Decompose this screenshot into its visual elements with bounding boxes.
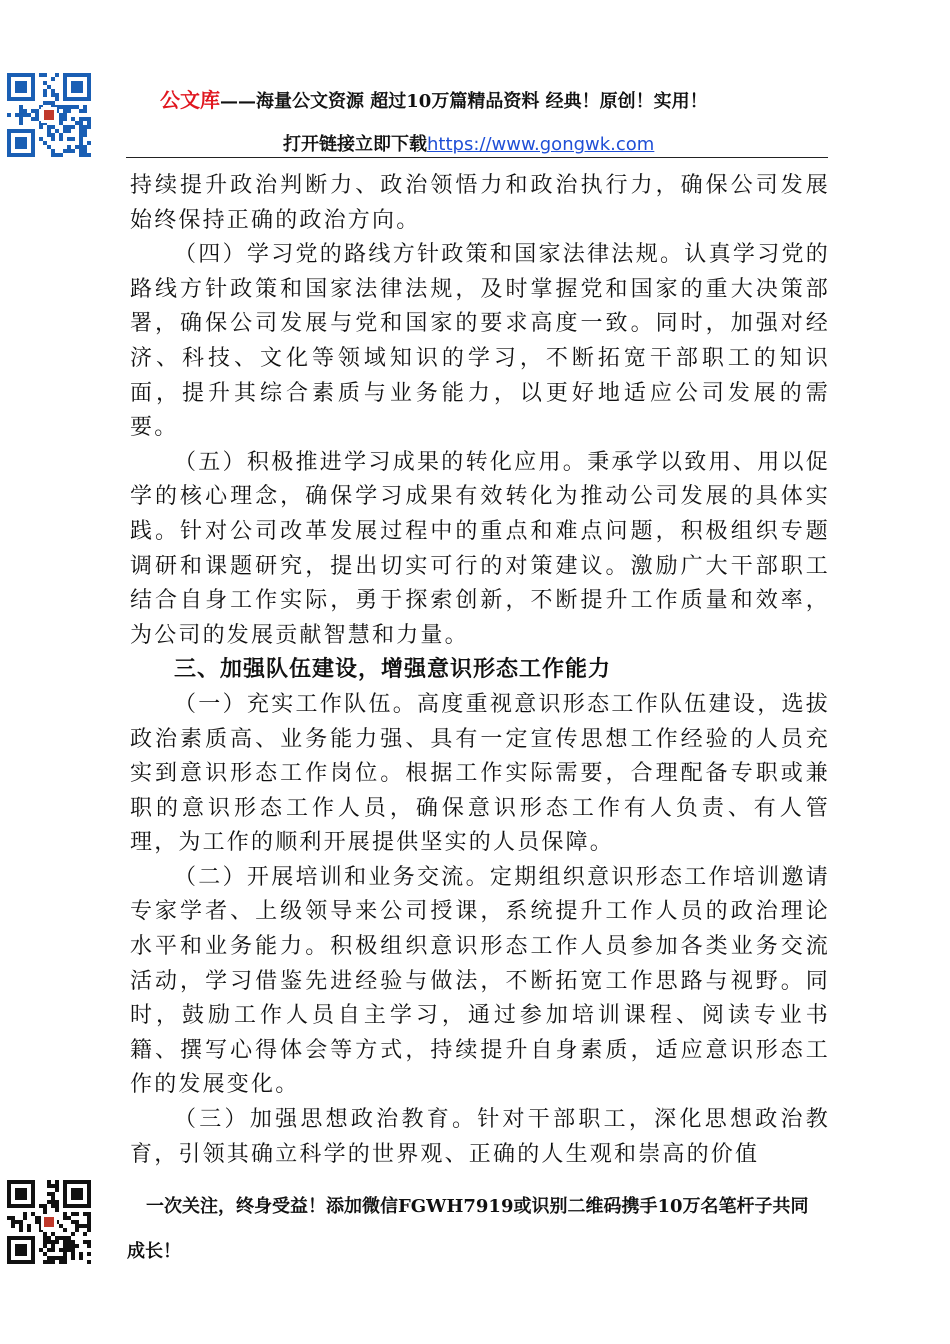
body-paragraph: （三）加强思想政治教育。针对干部职工，深化思想政治教育，引领其确立科学的世界观、正确的人生观和崇高的价值 (130, 1107, 830, 1167)
footer-promo-line2: 成长！ (127, 1241, 181, 1262)
qr-code-icon (7, 73, 91, 157)
download-link[interactable]: https://www.gongwk.com (427, 134, 655, 155)
brand-name: 公文库 (160, 88, 220, 112)
footer-promo-line1: 一次关注，终身受益！添加微信FGWH7919或识别二维码携手10万名笔杆子共同 (146, 1196, 809, 1217)
section-heading: 三、加强队伍建设，增强意识形态工作能力 (174, 657, 612, 683)
document-body (130, 169, 830, 1172)
body-paragraph: （四）学习党的路线方针政策和国家法律法规。认真学习党的路线方针政策和国家法律法规，及时掌握党和国家的重大决策部署，确保公司发展与党和国家的要求高度一致。同时，加强对经济、科技、文化等领域知识的学习，不断拓宽干部职工的知识面，提升其综合素质与业务能力，以更好地适应公司发展的需要。 (130, 242, 830, 441)
body-paragraph: 持续提升政治判断力、政治领悟力和政治执行力，确保公司发展始终保持正确的政治方向。 (130, 173, 830, 233)
header-banner (160, 84, 708, 113)
body-paragraph: （五）积极推进学习成果的转化应用。秉承学以致用、用以促学的核心理念，确保学习成果有效转化为推动公司发展的具体实践。针对公司改革发展过程中的重点和难点问题，积极组织专题调研和课题研究，提出切实可行的对策建议。激励广大干部职工结合自身工作实际，勇于探索创新，不断提升工作质量和效率，为公司的发展贡献智慧和力量。 (130, 449, 830, 648)
body-paragraph: （二）开展培训和业务交流。定期组织意识形态工作培训邀请专家学者、上级领导来公司授课，系统提升工作人员的政治理论水平和业务能力。积极组织意识形态工作人员参加各类业务交流活动，学习借鉴先进经验与做法，不断拓宽工作思路与视野。同时，鼓励工作人员自主学习，通过参加培训课程、阅读专业书籍、撰写心得体会等方式，持续提升自身素质，适应意识形态工作的发展变化。 (130, 864, 830, 1098)
header-tagline: ——海量公文资源 超过10万篇精品资料 经典！原创！实用！ (220, 91, 708, 112)
download-text: 打开链接立即下载 (283, 134, 427, 155)
header-divider (126, 157, 828, 158)
qr-code-icon (7, 1180, 91, 1264)
body-paragraph: （一）充实工作队伍。高度重视意识形态工作队伍建设，选拔政治素质高、业务能力强、具有一定宣传思想工作经验的人员充实到意识形态工作岗位。根据工作实际需要，合理配备专职或兼职的意识形态工作人员，确保意识形态工作有人负责、有人管理，为工作的顺利开展提供坚实的人员保障。 (130, 691, 830, 856)
header-download (283, 130, 654, 156)
